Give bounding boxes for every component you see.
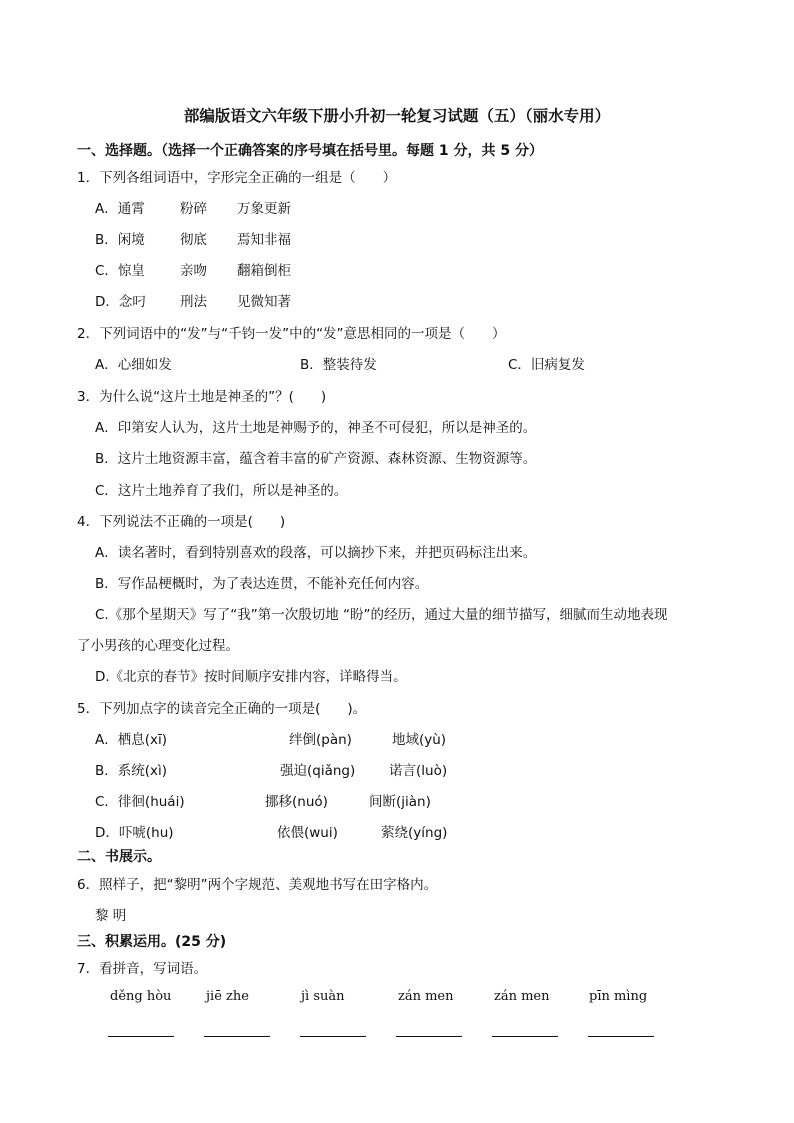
option-word: B．系统(xì) — [95, 763, 168, 779]
question-2-option-c: C．旧病复发 — [508, 357, 585, 373]
option-label: C．惊皇 — [95, 263, 145, 279]
option-word: 依偎(wui) — [277, 825, 338, 841]
option-word: 粉碎 — [180, 201, 207, 217]
question-5-stem: 5．下列加点字的读音完全正确的一项是( )。 — [77, 701, 367, 717]
option-word: 挪移(nuó) — [265, 794, 328, 810]
option-word: 诺言(luò) — [389, 763, 448, 779]
option-word: 彻底 — [180, 232, 207, 248]
question-2-stem: 2．下列词语中的“发”与“千钧一发”中的“发”意思相同的一项是（ ） — [77, 326, 506, 342]
pinyin-prompt: pīn mìng — [589, 989, 648, 1004]
answer-blank[interactable] — [396, 1036, 462, 1037]
question-7-stem: 7．看拼音，写词语。 — [77, 961, 208, 977]
option-word: 强迫(qiǎng) — [280, 763, 356, 779]
pinyin-prompt: zán men — [494, 989, 550, 1004]
option-word: 万象更新 — [237, 201, 291, 217]
option-word: 亲吻 — [180, 263, 207, 279]
question-4-option-b: B．写作品梗概时，为了表达连贯，不能补充任何内容。 — [95, 576, 429, 592]
question-1-stem: 1．下列各组词语中，字形完全正确的一组是（ ） — [77, 170, 397, 186]
question-3-option-a: A．印第安人认为，这片土地是神赐予的，神圣不可侵犯，所以是神圣的。 — [95, 420, 537, 436]
question-4-option-c-line2: 了小男孩的心理变化过程。 — [77, 638, 239, 654]
section-heading-accumulation: 三、积累运用。(25 分) — [77, 934, 227, 950]
option-word: 刑法 — [180, 294, 207, 310]
question-2-option-b: B．整装待发 — [300, 357, 377, 373]
section-heading-choice: 一、选择题。（选择一个正确答案的序号填在括号里。每题 1 分，共 5 分） — [77, 143, 543, 159]
question-3-option-b: B．这片土地资源丰富，蕴含着丰富的矿产资源、森林资源、生物资源等。 — [95, 451, 537, 467]
option-label: A．通霄 — [95, 201, 145, 217]
option-label: B．闲境 — [95, 232, 145, 248]
option-word: C．徘徊(huái) — [95, 794, 185, 810]
section-heading-writing: 二、书展示。 — [77, 849, 161, 865]
answer-blank[interactable] — [204, 1036, 270, 1037]
answer-blank[interactable] — [588, 1036, 654, 1037]
question-4-option-c-line1: C.《那个星期天》写了“我”第一次殷切地 “盼”的经历，通过大量的细节描写，细腻而生动地表现 — [95, 607, 668, 623]
question-6-stem: 6．照样子，把“黎明”两个字规范、美观地书写在田字格内。 — [77, 877, 438, 893]
pinyin-prompt: zán men — [398, 989, 454, 1004]
option-word: 萦绕(yíng) — [381, 825, 448, 841]
pinyin-prompt: děng hòu — [110, 989, 172, 1004]
question-3-option-c: C．这片土地养育了我们，所以是神圣的。 — [95, 483, 348, 499]
option-word: 焉知非福 — [237, 232, 291, 248]
question-6-sample-characters: 黎 明 — [95, 908, 127, 924]
answer-blank[interactable] — [108, 1036, 174, 1037]
option-word: 见微知著 — [237, 294, 291, 310]
option-word: 间断(jiàn) — [369, 794, 431, 810]
question-4-option-a: A．读名著时，看到特别喜欢的段落，可以摘抄下来，并把页码标注出来。 — [95, 545, 537, 561]
question-3-stem: 3．为什么说“这片土地是神圣的”？( ) — [77, 389, 327, 405]
option-word: D．吓唬(hu) — [95, 825, 174, 841]
option-word: A．栖息(xī) — [95, 732, 168, 748]
question-2-option-a: A．心细如发 — [95, 357, 172, 373]
page-title: 部编版语文六年级下册小升初一轮复习试题（五）（丽水专用） — [183, 107, 611, 125]
option-word: 翻箱倒柜 — [237, 263, 291, 279]
pinyin-prompt: jiē zhe — [206, 989, 249, 1004]
question-4-option-d: D.《北京的春节》按时间顺序安排内容，详略得当。 — [95, 669, 407, 685]
answer-blank[interactable] — [300, 1036, 366, 1037]
option-word: 地域(yù) — [392, 732, 447, 748]
pinyin-prompt: jì suàn — [301, 989, 345, 1004]
option-label: D．念叼 — [95, 294, 146, 310]
option-word: 绊倒(pàn) — [289, 732, 352, 748]
question-4-stem: 4．下列说法不正确的一项是( ) — [77, 514, 286, 530]
answer-blank[interactable] — [492, 1036, 558, 1037]
